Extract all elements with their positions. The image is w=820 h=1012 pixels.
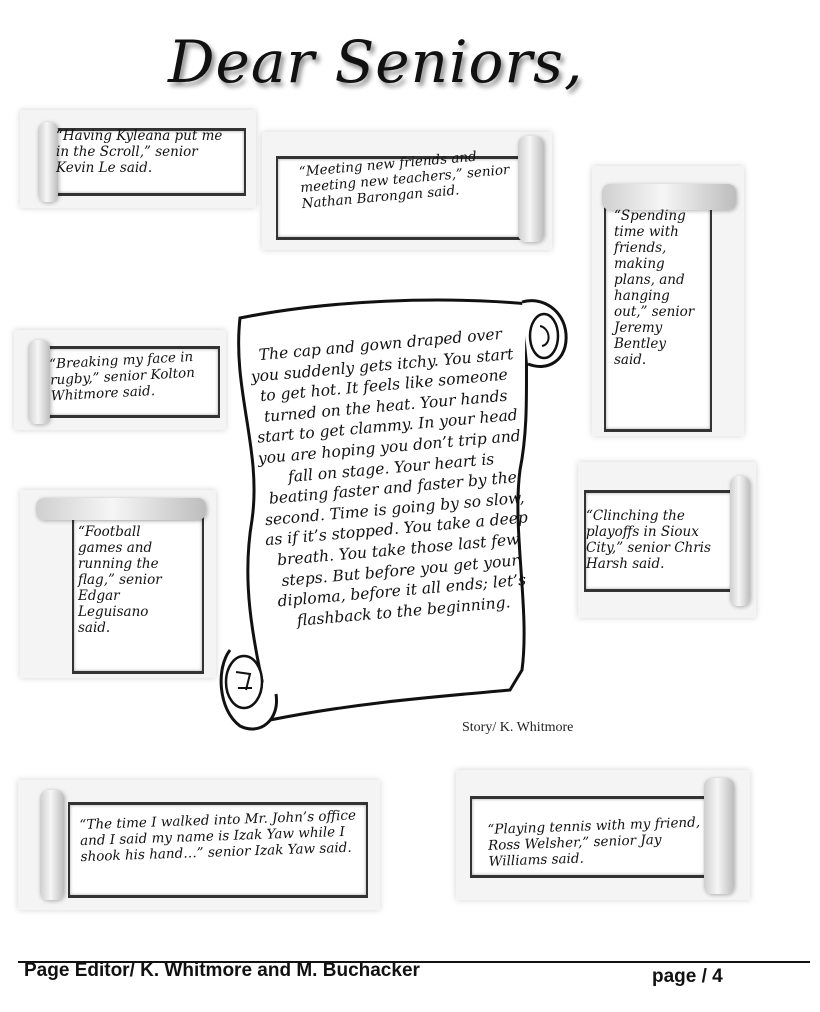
quote-text: “Football games and running the flag,” senior Edgar Leguisano said. (78, 524, 162, 636)
page-curl-decoration (518, 136, 544, 242)
page-curl-decoration (602, 184, 736, 210)
quote-text: “Playing tennis with my friend, Ross Welsher,” senior Jay Williams said. (487, 814, 701, 870)
page-curl-decoration (38, 122, 58, 202)
page-curl-decoration (36, 498, 206, 520)
story-byline: Story/ K. Whitmore (462, 720, 574, 735)
quote-note-izak (18, 780, 380, 910)
scroll-curl-top-right (522, 301, 566, 367)
footer-page-number: page / 4 (652, 966, 723, 987)
quote-text: “Clinching the playoffs in Sioux City,” senior Chris Harsh said. (586, 508, 711, 572)
quote-note-edgar (20, 490, 216, 678)
quote-note-nathan (262, 132, 552, 250)
quote-note-jeremy (592, 166, 744, 436)
quote-note-jay (456, 770, 750, 900)
quote-note-chris (578, 462, 756, 618)
quote-text: “Having Kyleana put me in the Scroll,” senior Kevin Le said. (56, 128, 223, 176)
quote-text: “Meeting new friends and meeting new teachers,” senior Nathan Barongan said. (298, 148, 511, 213)
quote-note-kevin (20, 110, 256, 208)
quote-text: “The time I walked into Mr. John’s office and I said my name is Izak Yaw while I shook his hand…” senior Izak Yaw said. (79, 807, 357, 866)
footer-page-editor: Page Editor/ K. Whitmore and M. Buchacker (24, 960, 420, 981)
page-curl-decoration (40, 790, 64, 900)
story-text: The cap and gown draped over you suddenly gets itchy. You start to get hot. It feels like someone turned on the heat. Your hands start to get clammy. In your head you are hoping you don’t trip and fall on stage. Your heart is beating faster and faster by the second. Time is going by so slow, as if it’s stopped. You take a deep breath. You take those last few steps. But before you get your diploma, before it all ends; let’s flashback to the beginning. (250, 324, 529, 630)
quote-text: “Breaking my face in rugby,” senior Kolton Whitmore said. (48, 348, 196, 405)
quote-text: “Spending time with friends, making plans, and hanging out,” senior Jeremy Bentley said. (614, 208, 695, 368)
page-curl-decoration (28, 340, 50, 424)
quote-note-kolton (14, 330, 226, 430)
page-title: Dear Seniors, (168, 28, 584, 96)
